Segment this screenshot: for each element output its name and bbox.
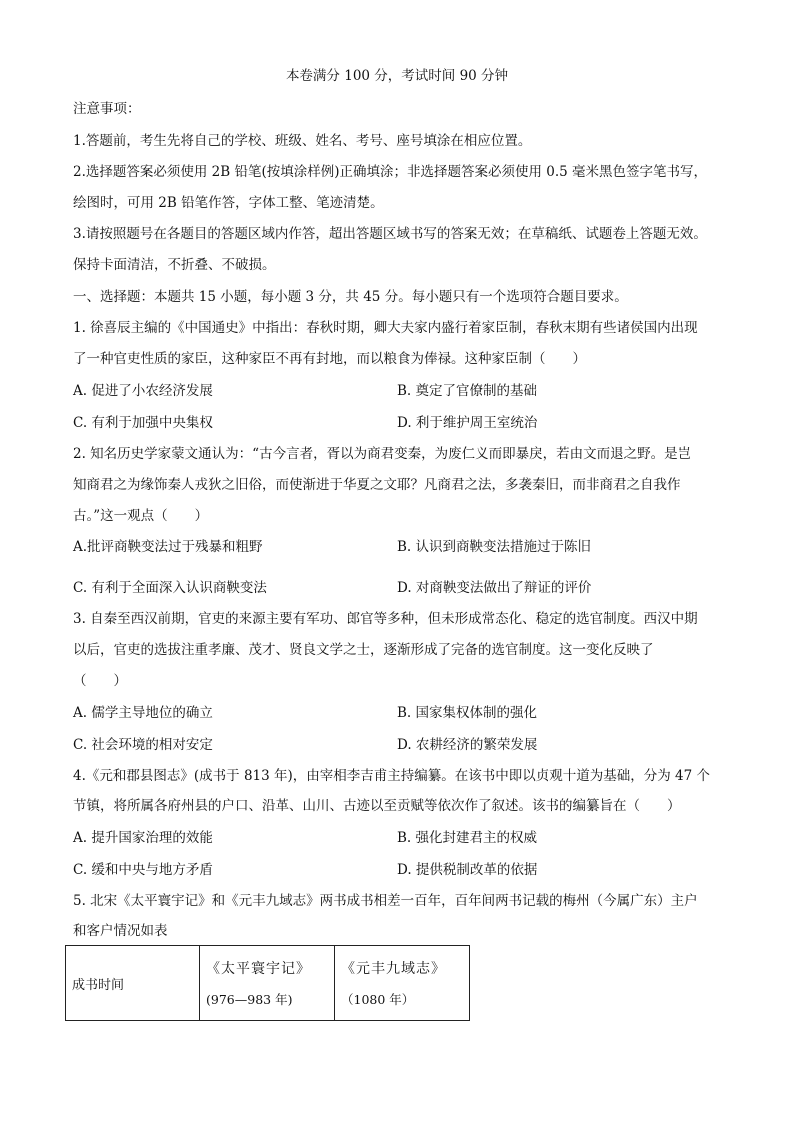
question-2-line: 知商君之为缘饰秦人戎狄之旧俗，而使渐进于华夏之文耶？凡商君之法，多袭秦旧，而非商君之自我作 [73, 477, 681, 493]
question-3-line: （ ） [73, 673, 127, 689]
household-table [65, 945, 470, 1021]
question-3-line: 以后，官吏的选拔注重孝廉、茂才、贤良文学之士，逐渐形成了完备的选官制度。这一变化反映了 [73, 642, 654, 658]
table-row-label: 成书时间 [66, 946, 200, 1021]
question-4-line: 节镇，将所属各府州县的户口、沿革、山川、古迹以至贡赋等依次作了叙述。该书的编纂旨在（ ） [73, 798, 681, 814]
question-1-line: 1. 徐喜辰主编的《中国通史》中指出：春秋时期，卿大夫家内盛行着家臣制，春秋末期有些诸侯国内出现 [73, 320, 698, 336]
book-title-1: 《太平寰宇记》 [206, 961, 311, 977]
q1-option-c: C. 有利于加强中央集权 [73, 415, 213, 431]
q2-option-c: C. 有利于全面深入认识商鞅变法 [73, 580, 267, 596]
question-1-line: 了一种官吏性质的家臣，这种家臣不再有封地，而以粮食为俸禄。这种家臣制（ ） [73, 351, 586, 367]
q3-option-b: B. 国家集权体制的强化 [397, 705, 538, 721]
table-cell-book1 [200, 946, 335, 1021]
q4-option-b: B. 强化封建君主的权威 [397, 830, 538, 846]
q4-option-d: D. 提供税制改革的依据 [397, 862, 538, 878]
table-cell-book2 [335, 946, 470, 1021]
exam-header: 本卷满分 100 分，考试时间 90 分钟 [285, 68, 509, 84]
question-2-line: 2. 知名历史学家蒙文通认为：“古今言者，胥以为商君变秦，为废仁义而即暴戾，若由文而退之野。是岂 [73, 446, 692, 462]
book-title-2: 《元丰九域志》 [341, 961, 446, 977]
q1-option-d: D. 利于维护周王室统治 [397, 415, 538, 431]
q3-option-a: A. 儒学主导地位的确立 [73, 705, 213, 721]
question-5-line: 5. 北宋《太平寰宇记》和《元丰九域志》两书成书相差一百年，百年间两书记载的梅州（今属广东）主户 [73, 893, 698, 909]
q1-option-b: B. 奠定了官僚制的基础 [397, 383, 538, 399]
q2-option-b: B. 认识到商鞅变法措施过于陈旧 [397, 539, 592, 555]
notes-title: 注意事项： [73, 101, 141, 117]
note-line: 1.答题前，考生先将自己的学校、班级、姓名、考号、座号填涂在相应位置。 [73, 133, 532, 149]
q2-option-a: A.批评商鞅变法过于残暴和粗野 [73, 539, 263, 555]
note-line: 3.请按照题号在各题目的答题区域内作答，超出答题区域书写的答案无效；在草稿纸、试题卷上答题无效。 [73, 226, 707, 242]
note-line: 保持卡面清洁，不折叠、不破损。 [73, 257, 276, 273]
book-year-2: （1080 年） [341, 992, 415, 1007]
q3-option-c: C. 社会环境的相对安定 [73, 737, 213, 753]
q4-option-a: A. 提升国家治理的效能 [73, 830, 213, 846]
q4-option-c: C. 缓和中央与地方矛盾 [73, 862, 213, 878]
book-year-1: (976—983 年) [206, 992, 293, 1007]
section-title: 一、选择题：本题共 15 小题，每小题 3 分，共 45 分。每小题只有一个选项符合题目要求。 [73, 289, 628, 305]
q3-option-d: D. 农耕经济的繁荣发展 [397, 737, 538, 753]
q2-option-d: D. 对商鞅变法做出了辩证的评价 [397, 580, 592, 596]
note-line: 绘图时，可用 2B 铅笔作答，字体工整、笔迹清楚。 [73, 195, 384, 211]
q1-option-a: A. 促进了小农经济发展 [73, 383, 213, 399]
question-3-line: 3. 自秦至西汉前期，官吏的来源主要有军功、郎官等多种，但未形成常态化、稳定的选官制度。西汉中期 [73, 611, 698, 627]
table-row [66, 946, 470, 1021]
note-line: 2.选择题答案必须使用 2B 铅笔(按填涂样例)正确填涂；非选择题答案必须使用 0.5 毫米黑色签字笔书写， [73, 164, 708, 180]
question-4-line: 4.《元和郡县图志》(成书于 813 年)，由宰相李吉甫主持编纂。在该书中即以贞观十道为基础，分为 47 个 [73, 768, 711, 784]
question-2-line: 古。”这一观点（ ） [73, 508, 209, 524]
question-5-line: 和客户情况如表 [73, 923, 168, 939]
